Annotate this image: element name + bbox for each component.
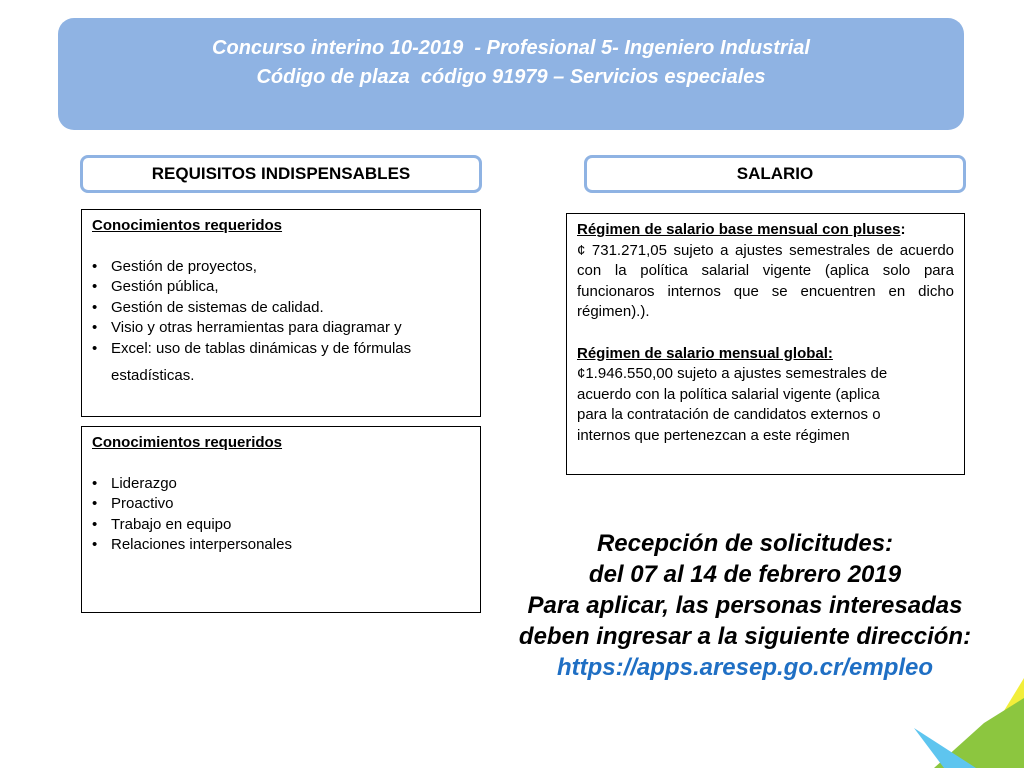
- list-item: • Visio y otras herramientas para diagramar y: [92, 318, 470, 339]
- salary-box: [566, 213, 965, 475]
- salary-section-1: [577, 220, 954, 323]
- title-banner: [58, 18, 964, 130]
- list-item: • Proactivo: [92, 494, 470, 515]
- list-item: • Gestión pública,: [92, 277, 470, 298]
- knowledge-list: [92, 257, 470, 360]
- list-item: • Liderazgo: [92, 474, 470, 495]
- salary-section-2-line: para la contratación de candidatos externos o: [577, 406, 881, 423]
- salary-section-1-text: ¢ 731.271,05 sujeto a ajustes semestrales de acuerdo con la política salarial vigente (aplica solo para funcionaros internos que se encuentren en dicho régimen).).: [577, 241, 954, 320]
- knowledge-continuation: estadísticas.: [111, 367, 195, 384]
- salary-section-2-line: acuerdo con la política salarial vigente (aplica: [577, 385, 880, 403]
- salary-section-2-line: internos que pertenezcan a este régimen: [577, 426, 850, 444]
- knowledge-box: [81, 209, 481, 417]
- banner-line-1: Concurso interino 10-2019 - Profesional 5- Ingeniero Industrial: [212, 37, 810, 59]
- reception-line-4: deben ingresar a la siguiente dirección:: [518, 623, 972, 650]
- reception-notice: [490, 528, 1000, 683]
- skills-box-title: Conocimientos requeridos: [92, 434, 283, 451]
- salary-section-2-line: ¢1.946.550,00 sujeto a ajustes semestrales de: [577, 365, 888, 382]
- skills-box: [81, 426, 481, 613]
- reception-line-2: del 07 al 14 de febrero 2019: [588, 561, 902, 588]
- application-link[interactable]: https://apps.aresep.go.cr/empleo: [556, 654, 934, 681]
- salary-section-1-colon: :: [900, 221, 906, 238]
- skills-list: [92, 474, 470, 556]
- salary-section-2: [577, 344, 954, 365]
- banner-line-2: Código de plaza código 91979 – Servicios especiales: [256, 66, 766, 88]
- requirements-header: REQUISITOS INDISPENSABLES: [80, 155, 482, 193]
- list-item: • Relaciones interpersonales: [92, 535, 470, 556]
- salary-header: SALARIO: [584, 155, 966, 193]
- list-item: • Excel: uso de tablas dinámicas y de fórmulas: [92, 339, 470, 360]
- salary-section-1-title: Régimen de salario base mensual con pluses: [577, 221, 901, 238]
- list-item: • Gestión de proyectos,: [92, 257, 470, 278]
- knowledge-box-title: Conocimientos requeridos: [92, 217, 283, 234]
- reception-line-3: Para aplicar, las personas interesadas: [527, 592, 963, 619]
- list-item: • Gestión de sistemas de calidad.: [92, 298, 470, 319]
- list-item: • Trabajo en equipo: [92, 515, 470, 536]
- corner-decoration-icon: [914, 678, 1024, 768]
- reception-line-1: Recepción de solicitudes:: [596, 530, 894, 557]
- salary-section-2-title: Régimen de salario mensual global:: [577, 344, 833, 362]
